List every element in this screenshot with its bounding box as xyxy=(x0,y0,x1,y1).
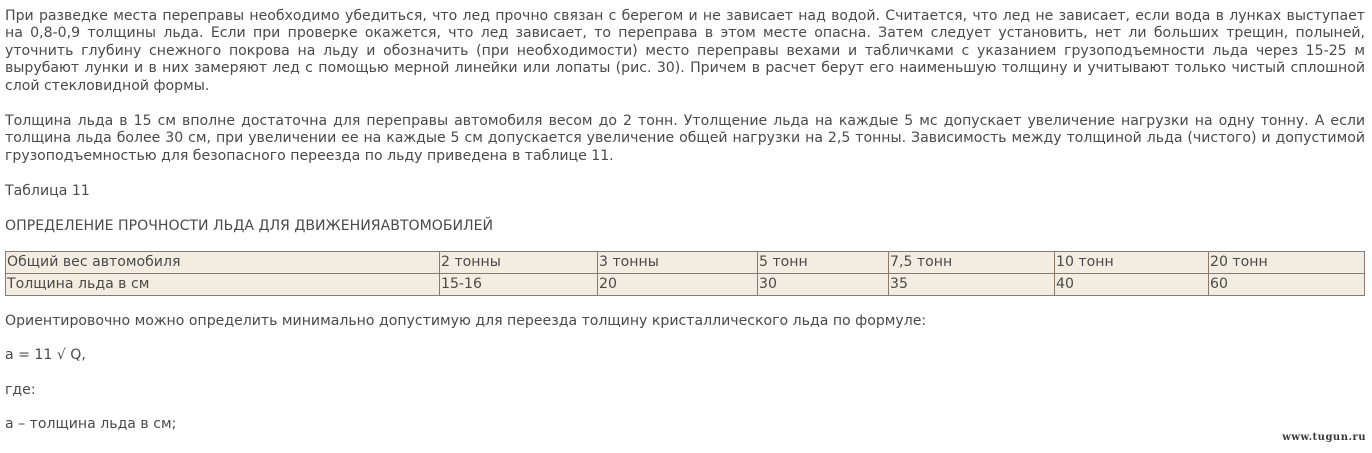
ice-strength-table xyxy=(5,251,1365,296)
table-row xyxy=(6,274,1365,296)
table-cell: 7,5 тонн xyxy=(889,252,1055,274)
table-cell: 20 тонн xyxy=(1209,252,1365,274)
table-title: ОПРЕДЕЛЕНИЕ ПРОЧНОСТИ ЛЬДА ДЛЯ ДВИЖЕНИЯАВТОМОБИЛЕЙ xyxy=(5,217,494,234)
paragraph-ice-thickness: Толщина льда в 15 см вполне достаточна для переправы автомобиля весом до 2 тонн. Утолщение льда на каждые 5 мс допускает увеличение нагрузки на одну тонну. А если толщина льда более 30 см, при увеличении ее на каждые 5 см допускается увеличение общей нагрузки на 2,5 тонны. Зависимость между толщиной льда (чистого) и допустимой грузоподъемностью для безопасного переезда по льду приведена в таблице 11. xyxy=(5,113,1365,164)
site-watermark: www.tugun.ru xyxy=(1282,432,1366,443)
table-cell: 35 xyxy=(889,274,1055,296)
formula-intro: Ориентировочно можно определить минимально допустимую для переезда толщину кристаллического льда по формуле: xyxy=(5,313,927,330)
table-caption: Таблица 11 xyxy=(5,183,90,200)
table-cell: 60 xyxy=(1209,274,1365,296)
table-cell: 20 xyxy=(598,274,758,296)
table-cell: 30 xyxy=(758,274,889,296)
table-cell: 5 тонн xyxy=(758,252,889,274)
table-cell: Общий вес автомобиля xyxy=(6,252,440,274)
table-row xyxy=(6,252,1365,274)
table-cell: Толщина льда в см xyxy=(6,274,440,296)
formula: а = 11 √ Q, xyxy=(5,347,86,364)
table-cell: 2 тонны xyxy=(440,252,598,274)
formula-definition-a: а – толщина льда в см; xyxy=(5,416,177,433)
paragraph-crossing-inspection: При разведке места переправы необходимо убедиться, что лед прочно связан с берегом и не зависает над водой. Считается, что лед не зависает, если вода в лунках выступает на 0,8-0,9 толщины льда. Если при проверке окажется, что лед зависает, то переправа в этом месте опасна. Затем следует установить, нет ли больших трещин, полыней, уточнить глубину снежного покрова на льду и обозначить (при необходимости) место переправы вехами и табличками с указанием грузоподъемности льда через 15-25 м вырубают лунки и в них замеряют лед с помощью мерной линейки или лопаты (рис. 30). Причем в расчет берут его наименьшую толщину и учитывают только чистый сплошной слой стекловидной формы. xyxy=(5,8,1365,94)
formula-where: где: xyxy=(5,381,36,398)
table-cell: 15-16 xyxy=(440,274,598,296)
table-cell: 10 тонн xyxy=(1055,252,1209,274)
table-cell: 3 тонны xyxy=(598,252,758,274)
article-content xyxy=(5,8,1365,434)
table-cell: 40 xyxy=(1055,274,1209,296)
